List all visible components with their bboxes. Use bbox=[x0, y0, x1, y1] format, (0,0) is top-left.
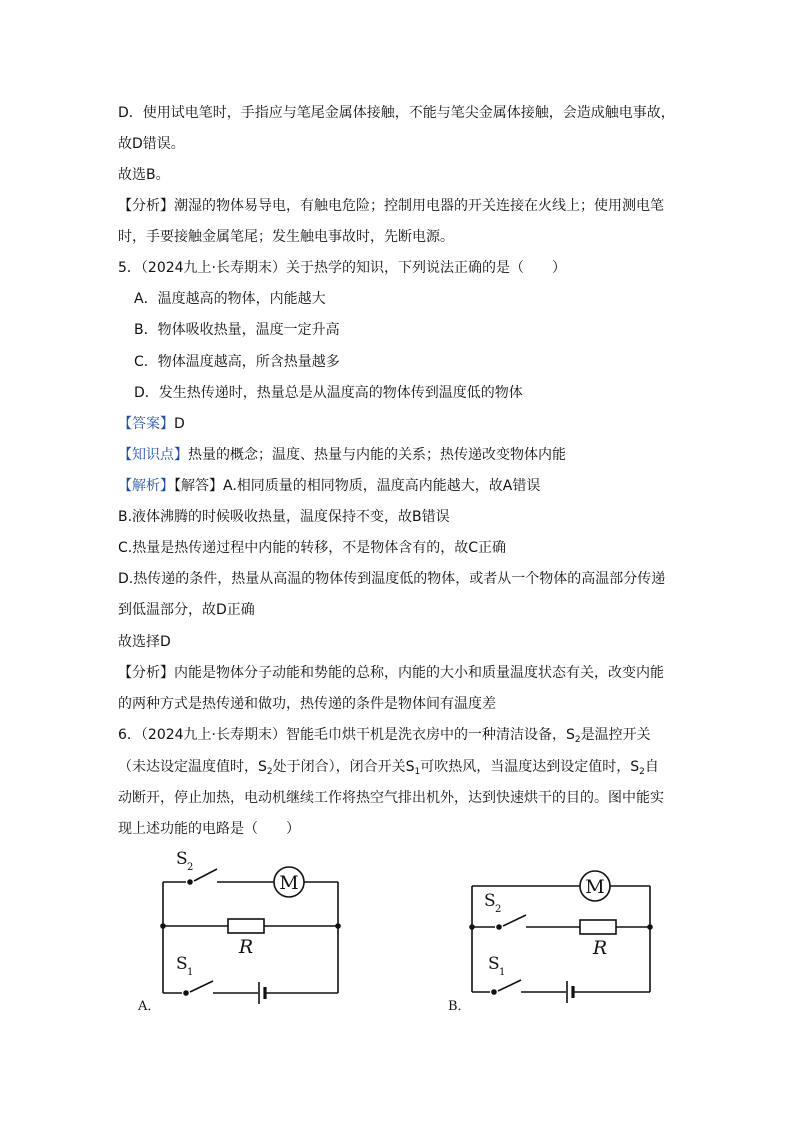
knowledge-tag: 【知识点】 bbox=[118, 447, 188, 463]
analysis-tag: 【解析】 bbox=[118, 478, 174, 494]
question-6-stem: 6．（2024九上·长寿期末）智能毛巾烘干机是洗衣房中的一种清洁设备，$S_2$是温控开关 bbox=[118, 727, 651, 745]
option-c: C．物体温度越高，所含热量越多 bbox=[134, 354, 340, 370]
question-6-stem: 动断开，停止加热，电动机继续工作将热空气排出机外，达到快速烘干的目的。图中能实 bbox=[118, 790, 664, 806]
question-6-stem: 现上述功能的电路是（ ） bbox=[118, 821, 300, 837]
switch-s1-label: S bbox=[176, 954, 188, 974]
motor-symbol: M bbox=[279, 872, 299, 894]
knowledge-line bbox=[118, 445, 566, 465]
answer-line bbox=[118, 414, 185, 434]
option-label-a: A． bbox=[138, 999, 161, 1014]
fenxi-text: 内能是物体分子动能和势能的总称，内能的大小和质量温度状态有关，改变内能 bbox=[174, 665, 664, 681]
motor-symbol: M bbox=[585, 876, 605, 898]
answer-value: D bbox=[174, 416, 185, 432]
text-line: D．使用试电笔时，手指应与笔尾金属体接触，不能与笔尖金属体接触，会造成触电事故， bbox=[118, 105, 675, 121]
analysis-text: A.相同质量的相同物质，温度高内能越大，故A错误 bbox=[223, 478, 541, 494]
text-line: 时，手要接触金属笔尾；发生触电事故时，先断电源。 bbox=[118, 229, 454, 245]
analysis-text: 潮湿的物体易导电，有触电危险；控制用电器的开关连接在火线上；使用测电笔 bbox=[174, 198, 664, 214]
analysis-line: 到低温部分，故D正确 bbox=[118, 602, 255, 618]
question-6-stem: （未达设定温度值时，$S_2$处于闭合），闭合开关$S_1$可吹热风，当温度达到设定值时，$S_2$自 bbox=[118, 759, 659, 777]
analysis-line: C.热量是热传递过程中内能的转移，不是物体含有的，故C正确 bbox=[118, 540, 506, 556]
knowledge-text: 热量的概念；温度、热量与内能的关系；热传递改变物体内能 bbox=[188, 447, 566, 463]
analysis-line bbox=[118, 196, 664, 216]
switch-s2-subscript: 2 bbox=[187, 862, 194, 873]
solution-tag: 【解答】 bbox=[174, 478, 223, 494]
analysis-line: B.液体沸腾的时候吸收热量，温度保持不变，故B错误 bbox=[118, 509, 450, 525]
fenxi-line: 的两种方式是热传递和做功，热传递的条件是物体间有温度差 bbox=[118, 696, 496, 712]
switch-s2-label: S bbox=[484, 891, 496, 911]
choose-line: 故选择D bbox=[118, 634, 171, 650]
switch-s1-subscript: 1 bbox=[499, 967, 506, 978]
resistor-label: R bbox=[238, 936, 254, 958]
option-a: A．温度越高的物体，内能越大 bbox=[134, 291, 326, 307]
switch-s1-subscript: 1 bbox=[187, 967, 194, 978]
fenxi-tag: 【分析】 bbox=[118, 665, 174, 681]
analysis-line: D.热传递的条件，热量从高温的物体传到温度低的物体，或者从一个物体的高温部分传递 bbox=[118, 571, 666, 587]
switch-s1-label: S bbox=[488, 954, 500, 974]
analysis-tag: 【分析】 bbox=[118, 198, 174, 214]
analysis-line bbox=[118, 476, 540, 496]
text-line: 故D错误。 bbox=[118, 136, 185, 152]
answer-tag: 【答案】 bbox=[118, 416, 174, 432]
text-line: 故选B。 bbox=[118, 167, 170, 183]
option-b: B．物体吸收热量，温度一定升高 bbox=[134, 322, 340, 338]
switch-s2-label: S bbox=[176, 849, 188, 869]
question-5-stem: 5．（2024九上·长寿期末）关于热学的知识，下列说法正确的是（ ） bbox=[118, 260, 566, 276]
fenxi-line bbox=[118, 663, 664, 683]
option-label-b: B． bbox=[448, 999, 471, 1014]
circuit-diagram-a bbox=[118, 840, 368, 1015]
option-d: D．发生热传递时，热量总是从温度高的物体传到温度低的物体 bbox=[134, 385, 523, 401]
resistor-label: R bbox=[592, 937, 608, 959]
switch-s2-subscript: 2 bbox=[495, 904, 502, 915]
circuit-diagram-b bbox=[440, 840, 680, 1015]
